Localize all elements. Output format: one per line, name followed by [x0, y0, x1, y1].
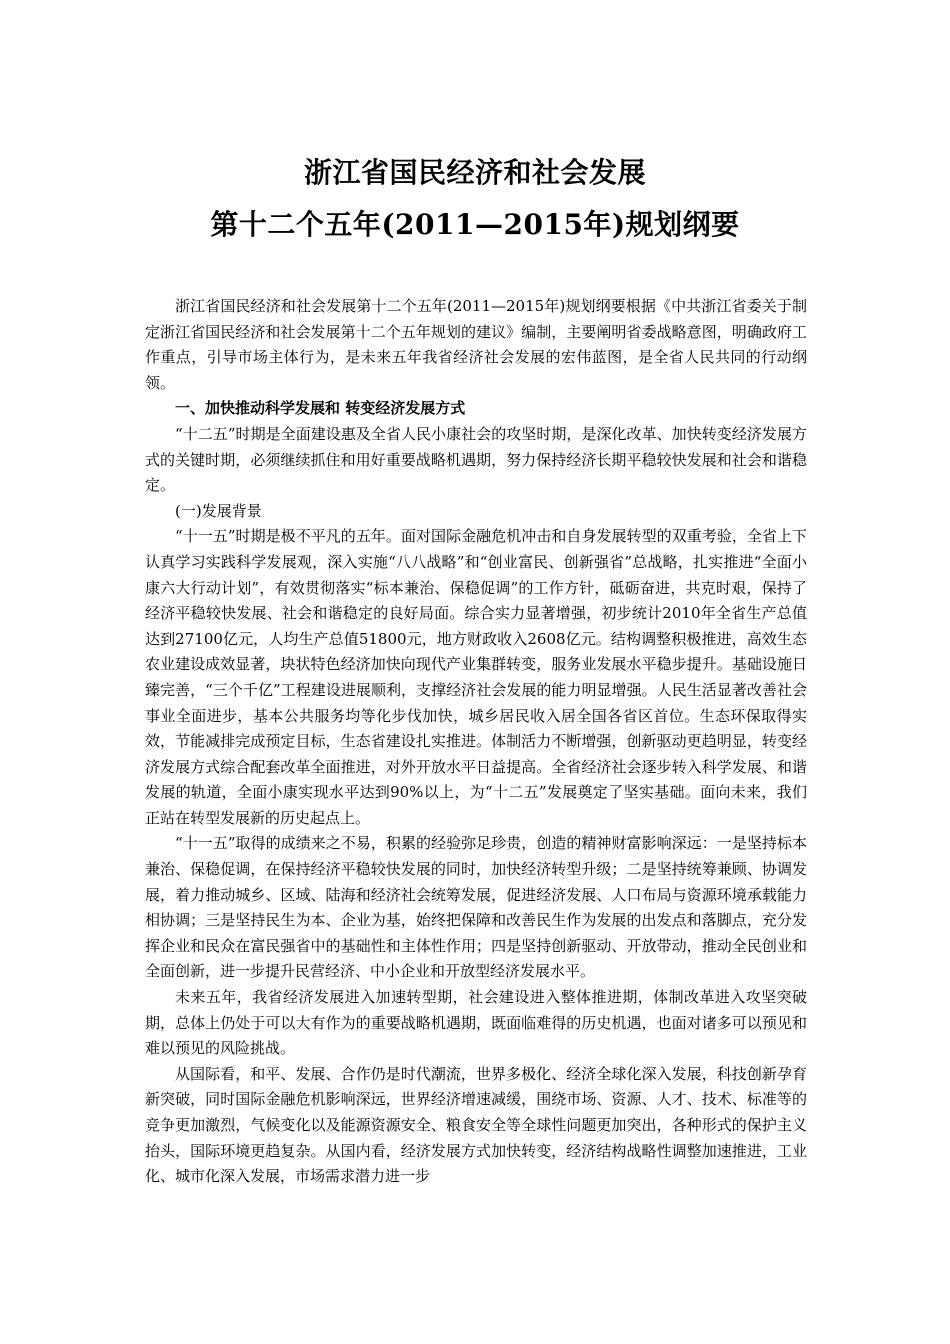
intro-paragraph: 浙江省国民经济和社会发展第十二个五年(2011—2015年)规划纲要根据《中共浙江省委关于制定浙江省国民经济和社会发展第十二个五年规划的建议》编制，主要阐明省委战略意图，明确政府工作重点，引导市场主体行为，是未来五年我省经济社会发展的宏伟蓝图，是全省人民共同的行动纲领。: [145, 297, 807, 392]
body-paragraph: “十二五”时期是全面建设惠及全省人民小康社会的攻坚时期，是深化改革、加快转变经济发展方式的关键时期，必须继续抓住和用好重要战略机遇期，努力保持经济长期平稳较快发展和社会和谐稳定。: [145, 424, 807, 495]
document-title-line-1: 浙江省国民经济和社会发展: [303, 156, 646, 189]
document-title-line-2: 第十二个五年(2011—2015年)规划纲要: [210, 208, 740, 241]
section-heading: 一、加快推动科学发展和 转变经济发展方式: [175, 399, 466, 418]
body-paragraph: 未来五年，我省经济发展进入加速转型期，社会建设进入整体推进期，体制改革进入攻坚突破期，总体上仍处于可以大有作为的重要战略机遇期，既面临难得的历史机遇，也面对诸多可以预见和难以预见的风险挑战。: [145, 988, 807, 1058]
body-paragraph: 从国际看，和平、发展、合作仍是时代潮流，世界多极化、经济全球化深入发展，科技创新孕育新突破，同时国际金融危机影响深远，世界经济增速减缓，围绕市场、资源、人才、技术、标准等的竞争更加激烈，气候变化以及能源资源安全、粮食安全等全球性问题更加突出，各种形式的保护主义抬头，国际环境更趋复杂。从国内看，经济发展方式加快转变，经济结构战略性调整加速推进，工业化、城市化深入发展，市场需求潜力进一步: [145, 1064, 807, 1186]
subsection-heading: (一)发展背景: [175, 501, 262, 520]
document-body: [145, 294, 807, 1190]
body-paragraph: “十一五”取得的成绩来之不易，积累的经验弥足珍贵，创造的精神财富影响深远：一是坚持标本兼治、保稳促调，在保持经济平稳较快发展的同时，加快经济转型升级；二是坚持统筹兼顾、协调发展，着力推动城乡、区域、陆海和经济社会统筹发展，促进经济发展、人口布局与资源环境承载能力相协调；三是坚持民生为本、企业为基，始终把保障和改善民生作为发展的出发点和落脚点，充分发挥企业和民众在富民强省中的基础性和主体性作用；四是坚持创新驱动、开放带动，推动全民创业和全面创新，进一步提升民营经济、中小企业和开放型经济发展水平。: [145, 834, 807, 981]
body-paragraph: “十一五”时期是极不平凡的五年。面对国际金融危机冲击和自身发展转型的双重考验，全省上下认真学习实践科学发展观，深入实施“八八战略”和“创业富民、创新强省”总战略，扎实推进“全面小康六大行动计划”，有效贯彻落实“标本兼治、保稳促调”的工作方针，砥砺奋进，共克时艰，保持了经济平稳较快发展、社会和谐稳定的良好局面。综合实力显著增强，初步统计2010年全省生产总值达到27100亿元，人均生产总值51800元，地方财政收入2608亿元。结构调整积极推进，高效生态农业建设成效显著，块状特色经济加快向现代产业集群转变，服务业发展水平稳步提升。基础设施日臻完善，“三个千亿”工程建设进展顺利，支撑经济社会发展的能力明显增强。人民生活显著改善社会事业全面进步，基本公共服务均等化步伐加快，城乡居民收入居全国各省区首位。生态环保取得实效，节能减排完成预定目标，生态省建设扎实推进。体制活力不断增强，创新驱动更趋明显，转变经济发展方式综合配套改革全面推进，对外开放水平日益提高。全省经济社会逐步转入科学发展、和谐发展的轨道，全面小康实现水平达到90%以上，为“十二五”发展奠定了坚实基础。面向未来，我们正站在转型发展新的历史起点上。: [145, 527, 807, 827]
